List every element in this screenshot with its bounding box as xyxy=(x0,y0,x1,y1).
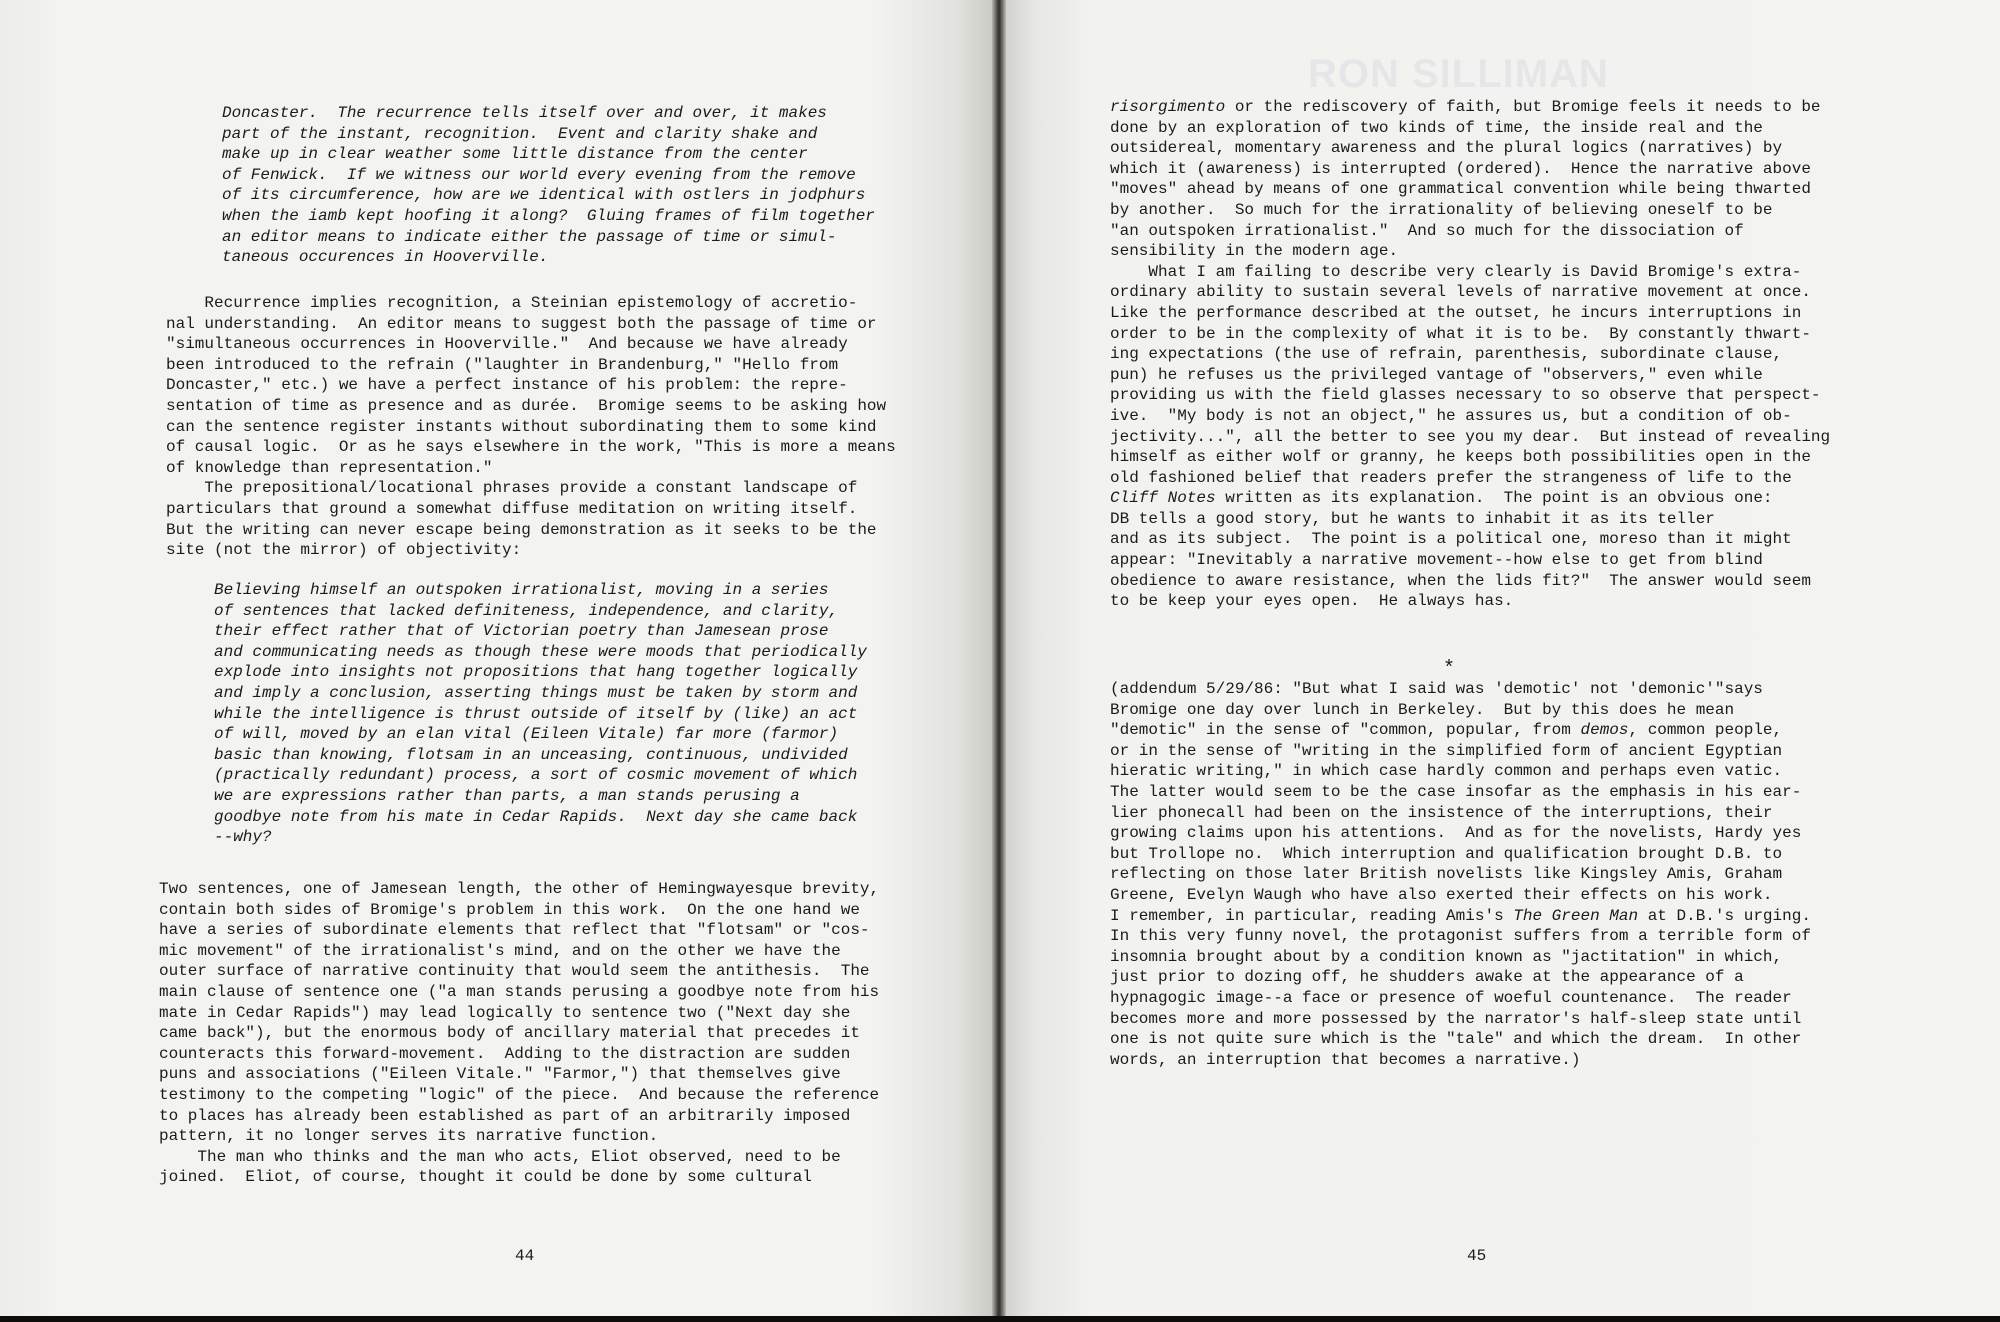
left-para1-line: been introduced to the refrain ("laughter in Brandenburg," "Hello from xyxy=(166,355,839,374)
quote1-line: of Fenwick. If we witness our world every evening from the remove xyxy=(222,165,856,184)
right-para1-line: to be keep your eyes open. He always has. xyxy=(1110,592,1514,611)
right-para1-line: sensibility in the modern age. xyxy=(1110,242,1399,261)
left-para2-line: mate in Cedar Rapids") may lead logically to sentence two ("Next day she xyxy=(159,1003,851,1022)
right-para2-line: (addendum 5/29/86: "But what I said was 'demotic' not 'demonic'"says xyxy=(1110,680,1763,698)
right-para2-line: just prior to dozing off, he shudders awake at the appearance of a xyxy=(1110,968,1744,987)
right-para1-line: which it (awareness) is interrupted (ordered). Hence the narrative above xyxy=(1110,159,1811,178)
right-para2-line: words, an interruption that becomes a narrative.) xyxy=(1110,1050,1581,1069)
left-para1-line: of causal logic. Or as he says elsewhere in the work, "This is more a means xyxy=(166,438,896,457)
left-para1-line: The prepositional/locational phrases provide a constant landscape of xyxy=(166,479,858,498)
left-para2-line: outer surface of narrative continuity that would seem the antithesis. The xyxy=(159,962,870,981)
left-paragraph-2 xyxy=(159,879,879,1188)
quote2-line: (practically redundant) process, a sort of cosmic movement of which xyxy=(214,766,858,785)
left-para2-line: contain both sides of Bromige's problem in this work. On the one hand we xyxy=(159,900,860,919)
page-number-right: 45 xyxy=(1467,1247,1487,1265)
right-para1-line: outsidereal, momentary awareness and the plural logics (narratives) by xyxy=(1110,139,1783,158)
right-para2-line: hieratic writing," in which case hardly common and perhaps even vatic. xyxy=(1110,762,1783,781)
right-para1-line: What I am failing to describe very clearly is David Bromige's extra- xyxy=(1110,262,1802,281)
right-para1-line: order to be in the complexity of what it is to be. By constantly thwart- xyxy=(1110,324,1811,343)
right-para2-line: reflecting on those later British novelists like Kingsley Amis, Graham xyxy=(1110,865,1783,884)
right-para2-line: I remember, in particular, reading Amis's The Green Man at D.B.'s urging. xyxy=(1110,906,1811,925)
right-para1-line: obedience to aware resistance, when the lids fit?" The answer would seem xyxy=(1110,571,1811,590)
right-para2-line: In this very funny novel, the protagonist suffers from a terrible form of xyxy=(1110,927,1811,946)
left-para1-line: "simultaneous occurrences in Hooverville." And because we have already xyxy=(166,335,848,354)
right-para1-line: jectivity...", all the better to see you my dear. But instead of revealing xyxy=(1110,427,1831,446)
right-para1-line: himself as either wolf or granny, he keeps both possibilities open in the xyxy=(1110,448,1811,467)
left-paragraph-1 xyxy=(166,293,896,561)
left-para2-line: Two sentences, one of Jamesean length, the other of Hemingwayesque brevity, xyxy=(159,880,880,898)
left-para2-line: pattern, it no longer serves its narrative function. xyxy=(159,1127,659,1146)
left-para2-line: came back"), but the enormous body of ancillary material that precedes it xyxy=(159,1024,860,1043)
quote2-line: of will, moved by an elan vital (Eileen Vitale) far more (farmor) xyxy=(214,725,839,744)
left-para1-line: site (not the mirror) of objectivity: xyxy=(166,541,522,560)
quote2-line: while the intelligence is thrust outside of itself by (like) an act xyxy=(214,704,858,723)
right-para2-line: one is not quite sure which is the "tale" and which the dream. In other xyxy=(1110,1030,1802,1049)
quote1-line: of its circumference, how are we identical with ostlers in jodphurs xyxy=(222,186,866,205)
right-para2-line: lier phonecall had been on the insistence of the interruptions, their xyxy=(1110,803,1773,822)
right-para2-line: hypnagogic image--a face or presence of woeful countenance. The reader xyxy=(1110,988,1792,1007)
right-para1-line: ing expectations (the use of refrain, parenthesis, subordinate clause, xyxy=(1110,345,1783,364)
right-page xyxy=(1003,0,2000,1316)
left-para2-line: joined. Eliot, of course, thought it could be done by some cultural xyxy=(159,1168,812,1187)
quote2-line: Believing himself an outspoken irrationalist, moving in a series xyxy=(214,581,829,599)
quote1-line: an editor means to indicate either the passage of time or simul- xyxy=(222,227,837,246)
quote1-line: Doncaster. The recurrence tells itself over and over, it makes xyxy=(222,104,827,122)
right-para1-line: Cliff Notes written as its explanation. The point is an obvious one: xyxy=(1110,489,1773,508)
quote2-line: we are expressions rather than parts, a man stands perusing a xyxy=(214,786,800,805)
quote2-line: their effect rather that of Victorian poetry than Jamesean prose xyxy=(214,622,829,641)
left-para2-line: mic movement" of the irrationalist's mind, and on the other we have the xyxy=(159,941,841,960)
block-quote-1 xyxy=(222,103,875,268)
quote2-line: --why? xyxy=(214,828,272,847)
right-para2-line: or in the sense of "writing in the simplified form of ancient Egyptian xyxy=(1110,741,1783,760)
scan-bottom-edge xyxy=(0,1316,2000,1322)
right-para2-line: Bromige one day over lunch in Berkeley. But by this does he mean xyxy=(1110,700,1735,719)
left-para1-line: But the writing can never escape being demonstration as it seeks to be the xyxy=(166,520,877,539)
left-para2-line: counteracts this forward-movement. Adding to the distraction are sudden xyxy=(159,1044,851,1063)
quote1-line: make up in clear weather some little distance from the center xyxy=(222,145,808,164)
right-paragraph-2 xyxy=(1110,679,1811,1070)
right-para2-line: growing claims upon his attentions. And as for the novelists, Hardy yes xyxy=(1110,824,1802,843)
right-paragraph-1 xyxy=(1110,97,1830,612)
left-page xyxy=(0,0,995,1316)
right-para1-line: done by an exploration of two kinds of time, the inside real and the xyxy=(1110,118,1763,137)
left-para1-line: nal understanding. An editor means to suggest both the passage of time or xyxy=(166,314,877,333)
right-para1-line: risorgimento or the rediscovery of faith, but Bromige feels it needs to be xyxy=(1110,98,1821,116)
right-para1-line: "an outspoken irrationalist." And so much for the dissociation of xyxy=(1110,221,1744,240)
quote2-line: explode into insights not propositions that hang together logically xyxy=(214,663,858,682)
left-para1-line: particulars that ground a somewhat diffuse meditation on writing itself. xyxy=(166,499,858,518)
right-para2-line: Greene, Evelyn Waugh who have also exerted their effects on his work. xyxy=(1110,885,1773,904)
right-para1-line: Like the performance described at the outset, he incurs interruptions in xyxy=(1110,303,1802,322)
right-para1-line: DB tells a good story, but he wants to inhabit it as its teller xyxy=(1110,509,1715,528)
left-para2-line: puns and associations ("Eileen Vitale." "Farmor,") that themselves give xyxy=(159,1065,841,1084)
book-gutter xyxy=(992,0,1006,1322)
quote2-line: and imply a conclusion, asserting things must be taken by storm and xyxy=(214,683,858,702)
right-para1-line: appear: "Inevitably a narrative movement--how else to get from blind xyxy=(1110,551,1763,570)
quote1-line: when the iamb kept hoofing it along? Gluing frames of film together xyxy=(222,206,875,225)
right-para1-line: providing us with the field glasses necessary to so observe that perspect- xyxy=(1110,386,1821,405)
left-para2-line: main clause of sentence one ("a man stands perusing a goodbye note from his xyxy=(159,982,880,1001)
right-para2-line: The latter would seem to be the case insofar as the emphasis in his ear- xyxy=(1110,782,1802,801)
right-para1-line: "moves" ahead by means of one grammatical convention while being thwarted xyxy=(1110,180,1811,199)
right-para1-line: ive. "My body is not an object," he assures us, but a condition of ob- xyxy=(1110,406,1792,425)
left-para2-line: testimony to the competing "logic" of the piece. And because the reference xyxy=(159,1085,880,1104)
page-number-left: 44 xyxy=(515,1247,535,1265)
left-para1-line: Doncaster," etc.) we have a perfect instance of his problem: the repre- xyxy=(166,376,848,395)
left-para2-line: The man who thinks and the man who acts, Eliot observed, need to be xyxy=(159,1147,841,1166)
left-para2-line: to places has already been established as part of an arbitrarily imposed xyxy=(159,1106,851,1125)
right-para1-line: ordinary ability to sustain several levels of narrative movement at once. xyxy=(1110,283,1811,302)
quote2-line: basic than knowing, flotsam in an unceasing, continuous, undivided xyxy=(214,745,848,764)
bleed-through-heading: RON SILLIMAN xyxy=(1308,52,1609,96)
quote2-line: and communicating needs as though these were moods that periodically xyxy=(214,642,867,661)
quote1-line: part of the instant, recognition. Event and clarity shake and xyxy=(222,124,818,143)
right-para1-line: old fashioned belief that readers prefer the strangeness of life to the xyxy=(1110,468,1792,487)
left-para1-line: of knowledge than representation." xyxy=(166,458,493,477)
right-para2-line: "demotic" in the sense of "common, popular, from demos, common people, xyxy=(1110,721,1783,740)
left-para1-line: can the sentence register instants without subordinating them to some kind xyxy=(166,417,877,436)
right-para2-line: but Trollope no. Which interruption and qualification brought D.B. to xyxy=(1110,844,1783,863)
left-para2-line: have a series of subordinate elements that reflect that "flotsam" or "cos- xyxy=(159,921,870,940)
right-para2-line: becomes more and more possessed by the narrator's half-sleep state until xyxy=(1110,1009,1802,1028)
section-separator: * xyxy=(1443,658,1456,681)
left-para1-line: Recurrence implies recognition, a Steinian epistemology of accretio- xyxy=(166,294,858,312)
quote2-line: of sentences that lacked definiteness, independence, and clarity, xyxy=(214,601,839,620)
quote1-line: taneous occurences in Hooverville. xyxy=(222,248,549,267)
right-para2-line: insomnia brought about by a condition known as "jactitation" in which, xyxy=(1110,947,1783,966)
right-para1-line: by another. So much for the irrationality of believing oneself to be xyxy=(1110,200,1773,219)
quote2-line: goodbye note from his mate in Cedar Rapids. Next day she came back xyxy=(214,807,858,826)
right-para1-line: and as its subject. The point is a political one, moreso than it might xyxy=(1110,530,1792,549)
block-quote-2 xyxy=(214,580,867,848)
left-para1-line: sentation of time as presence and as durée. Bromige seems to be asking how xyxy=(166,396,887,415)
right-para1-line: pun) he refuses us the privileged vantage of "observers," even while xyxy=(1110,365,1763,384)
